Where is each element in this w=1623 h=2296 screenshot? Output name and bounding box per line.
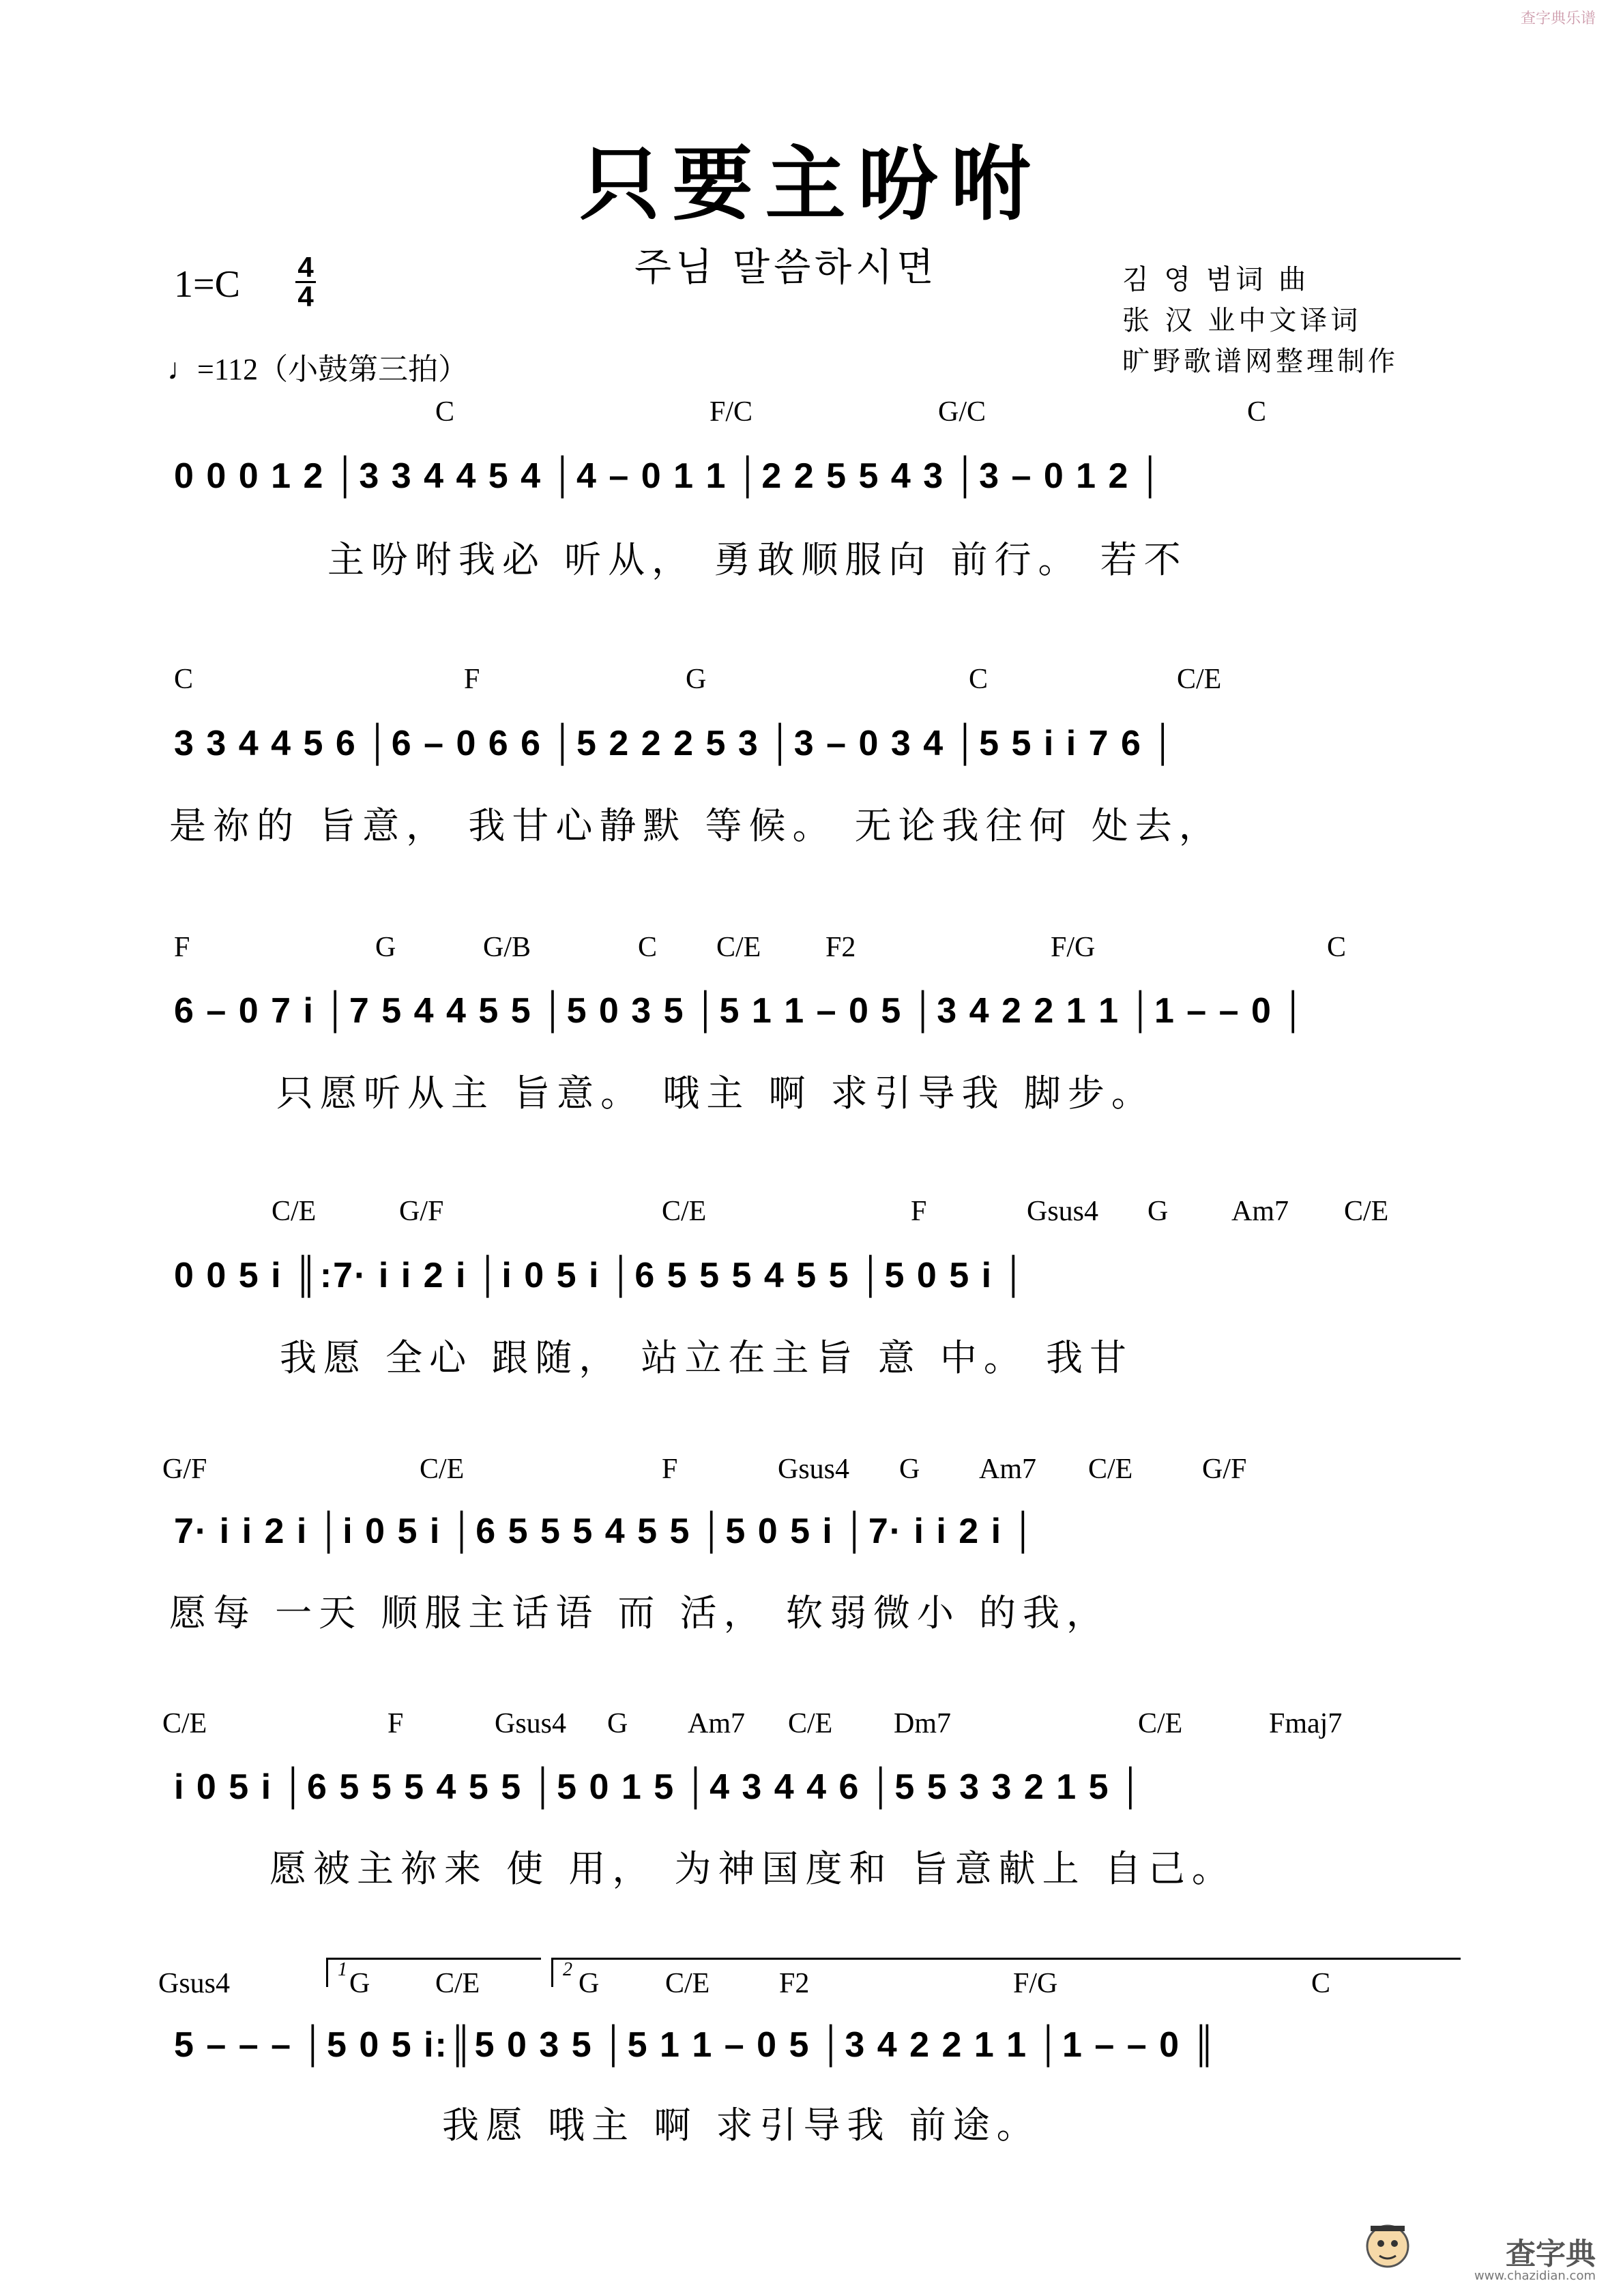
chord: Am7: [688, 1708, 745, 1739]
chord: C/E: [272, 1196, 317, 1227]
tempo-marking: ♩=112（小鼓第三拍）: [167, 353, 469, 386]
ending-number: 2: [563, 1959, 572, 1980]
chord: C/E: [662, 1196, 707, 1227]
chord: F: [464, 664, 480, 695]
notation-row: i 0 5 i │6 5 5 5 4 5 5 │5 0 1 5 │4 3 4 4 6 │5 5 3 3 2 1 5 │: [174, 1767, 1145, 1807]
time-signature-bottom: 4: [297, 280, 314, 312]
lyric-row: 愿被主祢来 使 用， 为神国度和 旨意献上 自己。: [269, 1847, 1235, 1890]
bottom-watermark: 查字典: [1506, 2237, 1596, 2271]
notation-row: 7· i i 2 i │i 0 5 i │6 5 5 5 4 5 5 │5 0 5 i │7· i i 2 i │: [174, 1512, 1038, 1551]
chord: C/E: [1344, 1196, 1389, 1227]
chord: F/G: [1051, 932, 1096, 963]
chord: C/E: [435, 1968, 480, 1999]
credit-arranger: 旷野歌谱网整理制作: [1122, 346, 1399, 377]
chord: F/C: [710, 396, 753, 428]
chord: C: [1311, 1968, 1331, 1999]
chord: C/E: [1138, 1708, 1183, 1739]
lyric-row: 愿每 一天 顺服主话语 而 活， 软弱微小 的我，: [169, 1591, 1110, 1634]
notation-row: 5 – – – │5 0 5 i:║5 0 3 5 │5 1 1 – 0 5 │3 4 2 2 1 1 │1 – – 0 ║: [174, 2025, 1218, 2065]
chord: C/E: [788, 1708, 833, 1739]
chord: Gsus4: [158, 1968, 231, 1999]
key-signature: 1=C: [174, 263, 240, 306]
notation-row: 6 – 0 7 i │7 5 4 4 5 5 │5 0 3 5 │5 1 1 – 0 5 │3 4 2 2 1 1 │1 – – 0 │: [174, 991, 1307, 1031]
korean-subtitle: 주님 말씀하시면: [634, 246, 938, 290]
notation-row: 3 3 4 4 5 6 │6 – 0 6 6 │5 2 2 2 5 3 │3 – 0 3 4 │5 5 i i 7 6 │: [174, 724, 1177, 763]
chord: G: [375, 932, 396, 963]
chord: G/B: [483, 932, 531, 963]
chord: G: [607, 1708, 628, 1739]
chord: G: [579, 1968, 600, 1999]
chord: G: [1147, 1196, 1169, 1227]
ending-number: 1: [338, 1959, 347, 1980]
chord: C: [1247, 396, 1267, 428]
chord: C: [174, 664, 194, 695]
chord: C: [969, 664, 989, 695]
time-signature-top: 4: [297, 251, 314, 283]
chord: F2: [825, 932, 856, 963]
chord: C/E: [162, 1708, 207, 1739]
lyric-row: 是祢的 旨意， 我甘心静默 等候。 无论我往何 处去，: [169, 804, 1223, 847]
chord: C/E: [716, 932, 761, 963]
chord: C/E: [665, 1968, 710, 1999]
chord: F2: [779, 1968, 810, 1999]
chord: Am7: [1231, 1196, 1289, 1227]
chord: G: [899, 1454, 920, 1485]
chord: F/G: [1013, 1968, 1058, 1999]
chord: F: [174, 932, 190, 963]
chord: Gsus4: [778, 1454, 850, 1485]
chord: F: [388, 1708, 404, 1739]
chord: Gsus4: [495, 1708, 567, 1739]
chord: C: [1327, 932, 1347, 963]
chord: Dm7: [894, 1708, 951, 1739]
lyric-row: 我愿 哦主 啊 求引导我 前途。: [442, 2104, 1040, 2147]
chord: G/F: [399, 1196, 444, 1227]
chord: G/F: [1202, 1454, 1247, 1485]
lyric-row: 我愿 全心 跟随， 站立在主旨 意 中。 我甘: [280, 1336, 1133, 1379]
chord: G/F: [162, 1454, 207, 1485]
chord: Fmaj7: [1269, 1708, 1343, 1739]
chord: F: [662, 1454, 678, 1485]
song-title: 只要主吩咐: [579, 136, 1044, 231]
chord: C: [638, 932, 658, 963]
credit-composer: 김 영 범词 曲: [1122, 264, 1310, 295]
watermark-url: www.chazidian.com: [1474, 2269, 1596, 2283]
chord: C/E: [1088, 1454, 1133, 1485]
chord: G: [686, 664, 707, 695]
chord: F: [911, 1196, 927, 1227]
lyric-row: 只愿听从主 旨意。 哦主 啊 求引导我 脚步。: [276, 1072, 1155, 1115]
lyric-row: 主吩咐我必 听从， 勇敢顺服向 前行。 若不: [327, 538, 1188, 581]
time-signature: [292, 251, 319, 312]
mascot-logo-icon: [1360, 2220, 1415, 2282]
notation-row: 0 0 5 i ║:7· i i 2 i │i 0 5 i │6 5 5 5 4 5 5 │5 0 5 i │: [174, 1256, 1027, 1295]
top-watermark: 查字典乐谱: [1520, 10, 1596, 27]
notation-row: 0 0 0 1 2 │3 3 4 4 5 4 │4 – 0 1 1 │2 2 5 5 4 3 │3 – 0 1 2 │: [174, 456, 1165, 496]
chord: G/C: [938, 396, 986, 428]
chord: Am7: [979, 1454, 1036, 1485]
chord: C: [435, 396, 455, 428]
credit-translator: 张 汉 业中文译词: [1122, 305, 1362, 336]
chord: C/E: [1177, 664, 1222, 695]
chord: Gsus4: [1027, 1196, 1099, 1227]
chord: G: [349, 1968, 370, 1999]
chord: C/E: [420, 1454, 465, 1485]
